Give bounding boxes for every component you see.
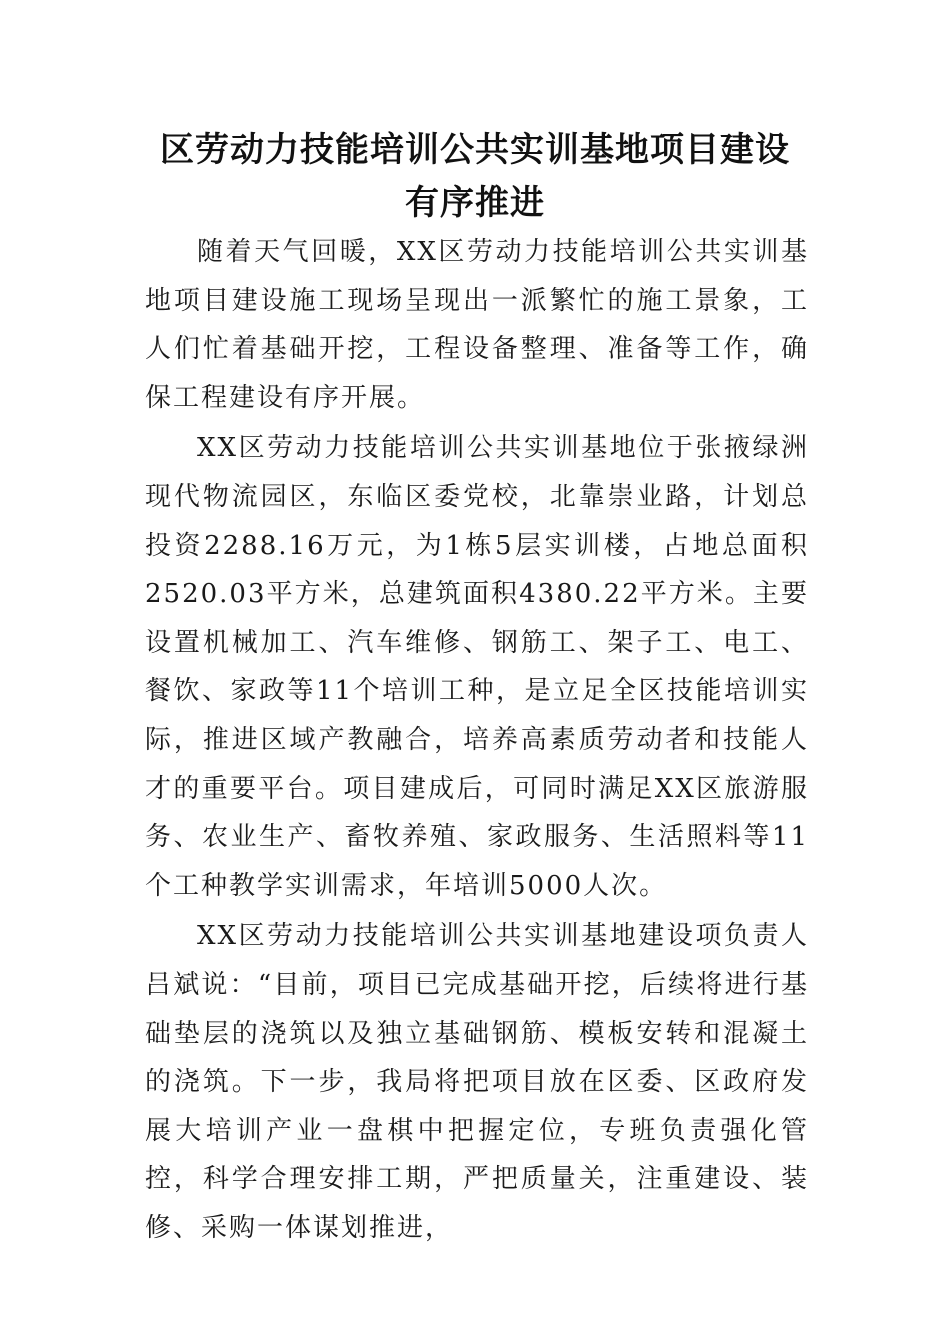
document-title <box>140 124 810 230</box>
paragraph-2: XX区劳动力技能培训公共实训基地位于张掖绿洲现代物流园区，东临区委党校，北靠崇业路，计划总投资2288.16万元，为1栋5层实训楼，占地总面积2520.03平方米，总建筑面积4380.22平方米。主要设置机械加工、汽车维修、钢筋工、架子工、电工、餐饮、家政等11个培训工种，是立足全区技能培训实际，推进区域产教融合，培养高素质劳动者和技能人才的重要平台。项目建成后，可同时满足XX区旅游服务、农业生产、畜牧养殖、家政服务、生活照料等11个工种教学实训需求，年培训5000人次。 <box>145 433 809 901</box>
document-body <box>145 228 809 1252</box>
paragraph-1: 随着天气回暖，XX区劳动力技能培训公共实训基地项目建设施工现场呈现出一派繁忙的施工景象，工人们忙着基础开挖，工程设备整理、准备等工作，确保工程建设有序开展。 <box>145 237 809 413</box>
paragraph-3: XX区劳动力技能培训公共实训基地建设项负责人吕斌说：“目前，项目已完成基础开挖，后续将进行基础垫层的浇筑以及独立基础钢筋、模板安转和混凝土的浇筑。下一步，我局将把项目放在区委、区政府发展大培训产业一盘棋中把握定位，专班负责强化管控，科学合理安排工期，严把质量关，注重建设、装修、采购一体谋划推进， <box>145 921 809 1243</box>
title-line-1: 区劳动力技能培训公共实训基地项目建设 <box>160 130 790 170</box>
title-line-2: 有序推进 <box>405 183 545 223</box>
